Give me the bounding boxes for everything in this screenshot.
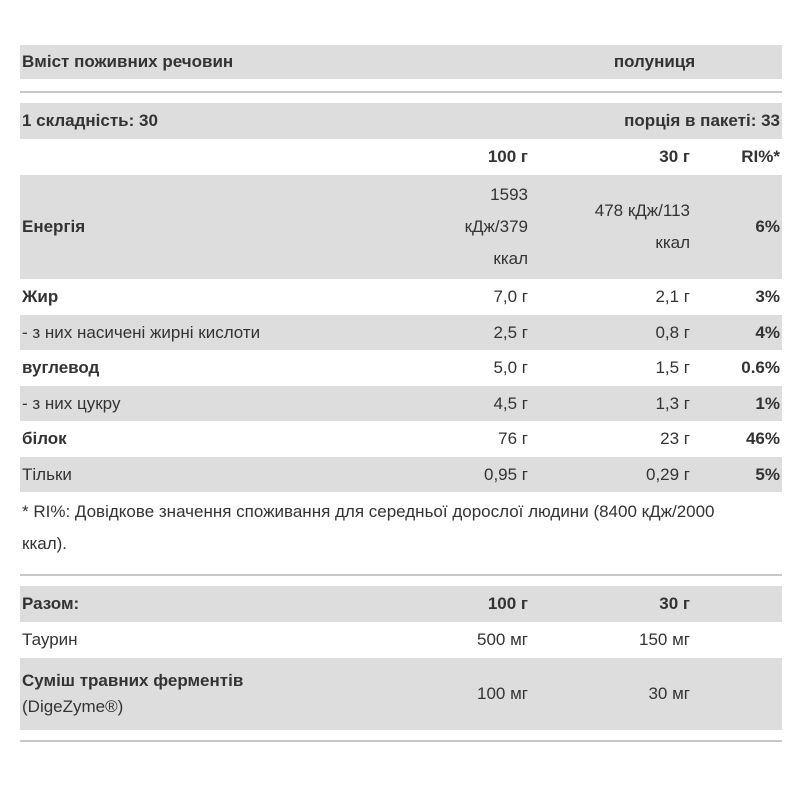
column-header-row [20,139,782,175]
ingredient-label: Суміш травних ферментів [22,671,244,690]
energy-30g: 478 кДж/113 ккал [594,201,690,252]
table-row [20,457,782,492]
column-30g: 30 г [659,147,690,166]
ingredient-cell [20,671,388,717]
nutrient-100g: 7,0 г [493,287,528,306]
servings-per-pack: порція в пакеті: 33 [624,111,780,130]
nutrient-ri: 1% [755,393,780,413]
footnote: * RI%: Довідкове значення споживання для середньої дорослої людини (8400 кДж/2000 ккал). [22,502,715,553]
serving-row [20,103,782,139]
nutrient-label: Тільки [22,464,72,484]
table-row [20,315,782,350]
energy-label: Енергія [22,217,86,236]
nutrient-100g: 2,5 г [493,322,528,342]
nutrient-ri: 0.6% [741,358,780,377]
nutrient-30g: 1,3 г [655,393,690,413]
nutrient-100g: 5,0 г [493,358,528,377]
nutrition-table [20,45,782,742]
nutrient-100g: 0,95 г [483,464,528,484]
nutrient-30g: 0,8 г [655,322,690,342]
nutrient-30g: 1,5 г [655,358,690,377]
divider [20,91,782,93]
ingredient-label: Таурин [22,630,78,649]
ingredient-100g: 100 мг [477,684,528,703]
nutrient-label: - з них цукру [22,393,121,413]
totals-label: Разом: [22,594,80,613]
table-title: Вміст поживних речовин [22,52,234,71]
divider [20,574,782,576]
totals-100g: 100 г [487,594,528,613]
nutrient-ri: 4% [755,322,780,342]
energy-row [20,175,782,279]
column-ri: RI%* [741,147,780,166]
serving-size: 1 складність: 30 [22,111,158,130]
nutrient-label: вуглевод [22,358,100,377]
table-row [20,350,782,386]
ingredient-sublabel: (DigeZyme®) [22,697,124,716]
table-row [20,658,782,730]
nutrient-label: білок [22,429,67,448]
flavor-label: полуниця [613,52,696,71]
nutrient-100g: 4,5 г [493,393,528,413]
column-100g: 100 г [487,147,528,166]
nutrient-ri: 5% [755,464,780,484]
divider [20,740,782,742]
table-row [20,279,782,315]
nutrient-label: Жир [22,287,59,306]
ingredient-30g: 30 мг [648,684,690,703]
totals-30g: 30 г [659,594,690,613]
nutrient-ri: 3% [755,287,780,306]
table-row [20,386,782,421]
nutrient-30g: 23 г [660,429,690,448]
nutrient-30g: 0,29 г [645,464,690,484]
totals-header-row [20,586,782,622]
energy-ri: 6% [755,217,780,236]
ingredient-30g: 150 мг [639,630,690,649]
energy-100g: 1593 кДж/379 ккал [464,185,528,268]
table-row [20,421,782,457]
table-header [20,45,782,79]
nutrient-label: - з них насичені жирні кислоти [22,322,261,342]
nutrient-ri: 46% [745,429,780,448]
nutrient-30g: 2,1 г [655,287,690,306]
nutrient-100g: 76 г [498,429,528,448]
ingredient-100g: 500 мг [477,630,528,649]
table-row [20,622,782,658]
